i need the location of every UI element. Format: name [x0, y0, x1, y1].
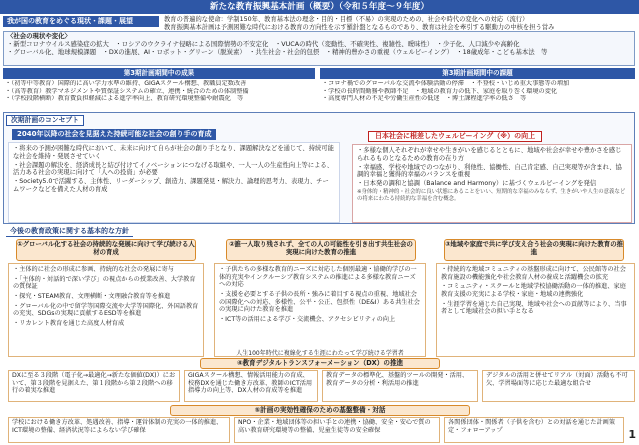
list-item: ・高度専門人材の不足や労働生産性の低迷 ・博士課程進学率の低さ 等 — [322, 95, 527, 103]
dx-box: GIGAスクール構想、情報活用能力の育成、校務DXを通じた働き方改革、教師のICT活用指導力の向上等、DX人材の育成等を推進 — [184, 370, 318, 402]
lifelong-learner-note: 人生100年時代に複線化する生涯にわたって学び続ける学習者 — [236, 350, 404, 357]
goal1-header: 2040年以降の社会を見据えた持続可能な社会の創り手の育成 — [12, 129, 216, 140]
policy-item: ・主体的に社会の形成に参画、持続的な社会の発展に寄与 — [13, 266, 174, 273]
policy4-header: ④教育デジタルトランスフォーメーション（DX）の推進 — [200, 358, 440, 369]
policy-item: ・ICT等の活用による学び・交流機会、アクセシビリティの向上 — [219, 316, 396, 324]
social-changes-line: ・グローバル化、地球規模課題 ・DXの進展、AI・ロボット・グリーン（脱炭素） ・共生社会・社会的包摂 ・精神的豊かさの重視（ウェルビーイング） ・18歳成年・こども基本法 等 — [7, 47, 548, 56]
list-item: ・学校の長時間勤務や教師不足 ・地域の教育力の低下、家庭を取り巻く環境の変化 — [322, 87, 558, 95]
policy1-header: ①グローバル化する社会の持続的な発展に向けて学び続ける人材の育成 — [16, 239, 196, 261]
foundation-box: NPO・企業・地域団体等の担い手との連携・協働、安全・安心で質の高い教育研究環境等の整備、児童生徒等の安全確保 — [234, 417, 440, 443]
policy-item: ・「主体的・対話的で深い学び」の視点からの授業改善、大学教育の質保証 — [13, 275, 196, 291]
dx-box: 教育データの標準化、基盤的ツールの開発・活用、教育データの分析・利活用の推進 — [322, 370, 478, 402]
status-desc-line: 教育の普遍的な使命：学制150年、教育基本法の理念・目的・目標（不易）の実現のための、社会や時代の変化への対応（流行） — [164, 16, 529, 23]
achievements-header: 第3期計画期間中の成果 — [3, 68, 315, 79]
policy-item: ・持続的な地域コミュニティの基盤形成に向けて、公民館等の社会教育施設の機能強化や社会教育人材の養成と活躍機会の拡充 — [441, 266, 626, 281]
goal2-bullet: ・日本発の調和と協調（Balance and Harmony）に基づくウェルビーイングを発信 — [357, 180, 597, 188]
goal2-header: 日本社会に根差したウェルビーイング（※）の向上 — [368, 131, 542, 142]
page-title: 新たな教育振興基本計画（概要）（令和５年度～９年度） — [0, 0, 639, 14]
policy3-header: ③地域や家庭で共に学び支え合う社会の実現に向けた教育の推進 — [444, 239, 624, 261]
goal1-bullet: ・Society5.0で活躍する、主体性、リーダーシップ、創造力、課題発見・解決力、論理的思考力、表現力、チームワークなどを備えた人材の育成 — [13, 178, 329, 193]
issues-list — [322, 80, 635, 110]
policy-item: ・生涯学習を通じた自己実現、地域や社会への貢献等により、当事者として地域社会の担い手となる — [441, 300, 627, 316]
policy-item: ・リカレント教育を通じた高度人材育成 — [13, 320, 125, 328]
policy3-body — [436, 263, 635, 357]
goal2-body — [352, 144, 632, 223]
policy1-body — [8, 263, 204, 357]
policy5-header: ⑤計画の実効性確保のための基盤整備・対話 — [170, 405, 470, 416]
achievements-list — [5, 80, 315, 110]
social-changes-header: 〈社会の現状や変化〉 — [7, 32, 71, 40]
list-item: ・（高等教育）教学マネジメントや質保証システムの確立、連携・統合のための体制整備 — [5, 87, 249, 95]
goal1-body — [8, 142, 340, 223]
policy-item: ・探究・STEAM教育、文理横断・文理融合教育等を推進 — [13, 293, 171, 301]
goal1-bullet: ・社会課題の解決を、経済成長と結び付けてイノベーションにつなげる取組や、一人一人の生産性向上等による、活力ある社会の実現に向けて「人への投資」が必要 — [13, 161, 334, 177]
status-desc-line: 教育振興基本計画は予測困難な時代における教育の方向性を示す羅針盤となるものであり、教育は社会を牽引する駆動力の中核を担う営み — [164, 23, 555, 31]
concept-header: 次期計画のコンセプト — [6, 115, 84, 126]
dx-box: デジタルの活用と併せてリアル（対面）活動も不可欠、学習場面等に応じた最適な組合せ — [482, 370, 635, 402]
wellbeing-footnote: ※身体的・精神的・社会的に良い状態にあることをいい、短期的な幸福のみならず、生きがいや人生の意義などの将来にわたる持続的な幸福を含む概念。 — [357, 188, 626, 202]
policy-item: ・子供たちの多様な教育的ニーズに対応した個別最適・協働的学びの一体的充実やインクルーシブ教育システムの推進による多様な教育ニーズへの対応 — [219, 266, 417, 289]
basic-policy-header: 今後の教育政策に関する基本的な方針 — [6, 226, 133, 237]
goal1-bullet: ・将来の予測が困難な時代において、未来に向けて自らが社会の創り手となり、課題解決などを通じて、持続可能な社会を維持・発展させていく — [13, 145, 334, 160]
goal2-bullet: ・幸福感、学校や地域でのつながり、利他性、協働性、自己肯定感、自己実現等が含まれ、協調的幸福と獲得的幸福のバランスを重視 — [357, 163, 622, 179]
social-changes-line: ・新型コロナウイルス感染症の拡大 ・ロシアのウクライナ侵略による国際情勢の不安定化 ・VUCAの時代（変動性、不確実性、複雑性、曖昧性） ・少子化、人口減少や高齢化 — [7, 39, 520, 48]
issues-header: 第3期計画期間中の課題 — [320, 68, 635, 79]
foundation-box: 学校における働き方改革、処遇改善、指導・運営体制の充実の一体的推進、ICT環境の整備、経済状況等によらない学び確保 — [8, 417, 230, 443]
foundation-box: 各関係団体・関係者（子供を含む）との対話を通じた計画策定・フォローアップ — [444, 417, 624, 443]
list-item: ・コロナ禍でのグローバルな交流や体験活動の停滞 ・不登校・いじめ重大事態等の増加 — [322, 80, 570, 87]
list-item: ・（学校段階横断）教育費負担軽減による進学率向上、教育研究環境整備や耐震化 等 — [5, 95, 244, 103]
policy2-header: ②誰一人取り残されず、全ての人の可能性を引き出す共生社会の実現に向けた教育の推進 — [226, 239, 416, 261]
policy2-body — [214, 263, 426, 357]
dx-box: DXに至る３段階（電子化→最適化→新たな価値(DX)）において、第３段階を見据えた、第１段階から第２段階への移行の着実な推進 — [8, 370, 180, 402]
page-number: 1 — [628, 428, 636, 441]
list-item: ・（初等中等教育）国際的に高い学力水準の維持、GIGAスクール構想、教職員定数改善 — [5, 80, 247, 87]
policy-item: ・コミュニティ・スクールと地域学校協働活動の一体的推進、家庭教育支援の充実による学校・家庭・地域の連携強化 — [441, 283, 626, 299]
policy-item: ・グローバル化の中で留学等国際交流や大学等国際化、外国語教育の充実、SDGsの実現に貢献するESD等を推進 — [13, 302, 199, 318]
status-section-header: 我が国の教育をめぐる現状・課題・展望 — [3, 16, 159, 27]
policy-item: ・支援を必要とする子供の長所・強みに着目する視点の重視、地域社会の国際化への対応、多様性、公平・公正、包摂性（DE&I）ある共生社会の実現に向けた教育を推進 — [219, 291, 420, 314]
social-changes-box — [3, 31, 635, 66]
goal2-bullet: ・多様な個人それぞれが幸せや生きがいを感じるとともに、地域や社会が幸せや豊かさを感じられるものとなるための教育の在り方 — [357, 147, 622, 162]
